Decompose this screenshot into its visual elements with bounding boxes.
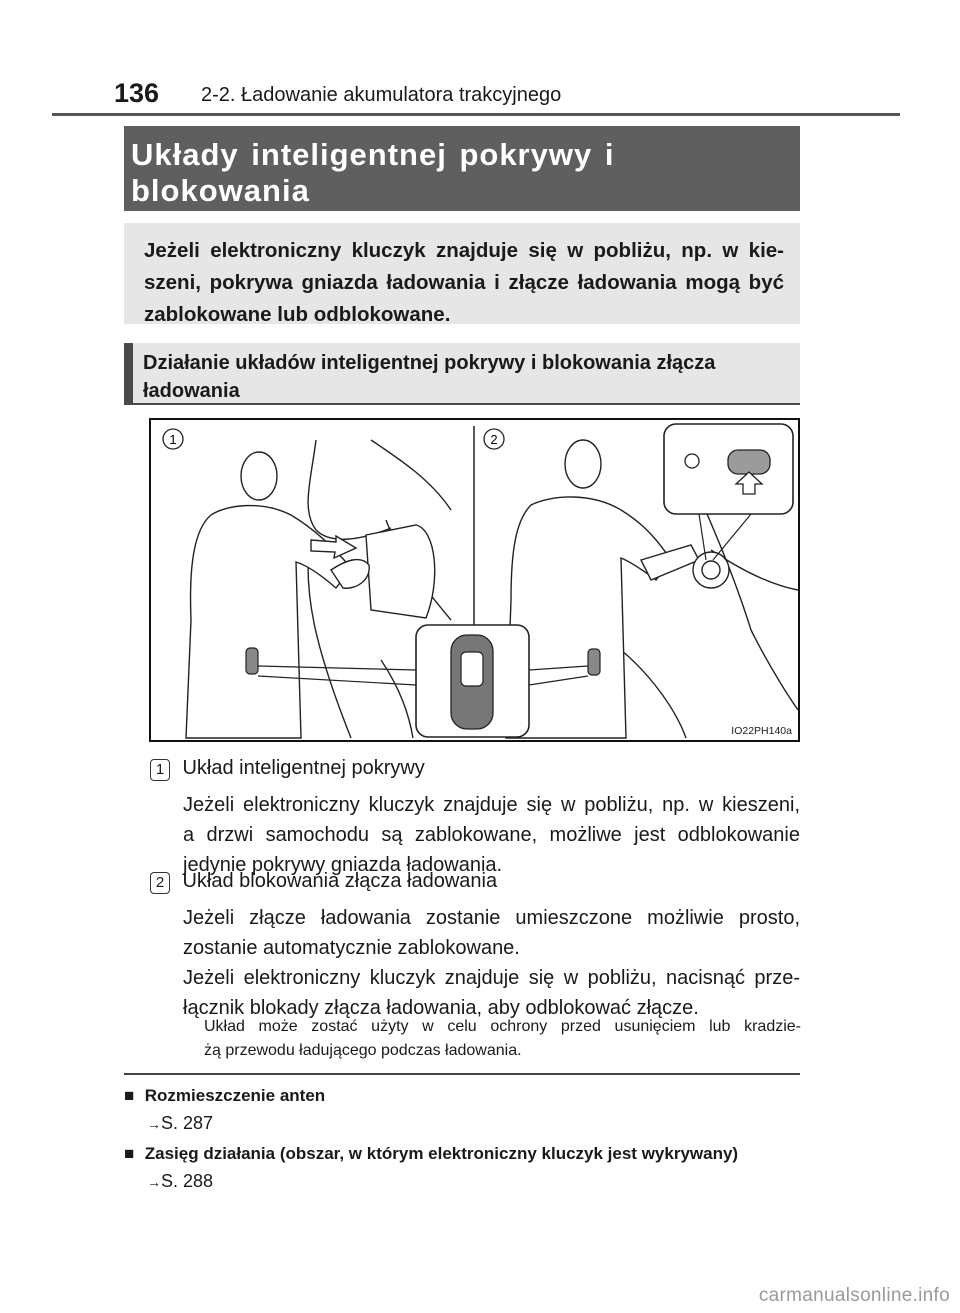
item-2-body-line3: Jeżeli elektroniczny kluczyk znajduje się w pobliżu, nacisnąć prze- (183, 967, 800, 989)
badge-2 (484, 429, 504, 449)
item-2-note-line1: Układ może zostać użyty w celu ochrony przed usunięciem lub kradzie- (204, 1018, 801, 1035)
key-in-pocket-right-icon (588, 649, 600, 675)
item-2-body-line4: łącznik blokady złącza ładowania, aby odblokować złącze. (183, 997, 699, 1019)
item-2-body-line2: zostanie automatycznie zablokowane. (183, 937, 520, 959)
illustration (149, 418, 800, 742)
intro-line2: szeni, pokrywa gniazda ładowania i złącze ładowania mogą być (144, 271, 784, 294)
info-2-bullet-icon: ■ (124, 1144, 135, 1163)
inset-lock-switch (664, 424, 793, 560)
info-1-arrow-icon: → (147, 1116, 161, 1132)
page-title-line1: Układy inteligentnej pokrywy i blokowania (131, 137, 615, 208)
info-1-ref (147, 1113, 213, 1134)
item-2-body (183, 903, 800, 1023)
page-number: 136 (114, 78, 160, 108)
key-in-pocket-left-icon (246, 648, 258, 674)
item-1-body (183, 790, 800, 880)
subheading-line1: Działanie układów inteligentnej pokrywy i blokowania złącza (143, 352, 716, 374)
info-2-page-link[interactable]: S. 288 (161, 1171, 214, 1191)
item-2-body-line1: Jeżeli złącze ładowania zostanie umieszczone możliwie prosto, (183, 907, 800, 929)
intro-box (124, 223, 800, 324)
svg-text:1: 1 (169, 432, 177, 447)
info-1-heading (124, 1086, 325, 1106)
section-header: 2-2. Ładowanie akumulatora trakcyjnego (201, 84, 562, 106)
page-title (124, 126, 800, 211)
item-2-note (204, 1015, 801, 1063)
info-2-title: Zasięg działania (obszar, w którym elektroniczny kluczyk jest wykrywany) (144, 1144, 739, 1163)
intro-line3: zablokowane lub odblokowane. (144, 303, 451, 326)
intro-line1: Jeżeli elektroniczny kluczyk znajduje się w pobliżu, np. w kie- (144, 239, 784, 262)
info-2-heading (124, 1144, 738, 1164)
item-2-number: 2 (150, 872, 170, 894)
info-1-page-link[interactable]: S. 287 (161, 1113, 214, 1133)
item-1-body-line2: a drzwi samochodu są zablokowane, możliwe jest odblokowanie (183, 824, 800, 846)
item-1-number: 1 (150, 759, 170, 781)
figure-code: IO22PH140a (731, 725, 792, 737)
item-1-heading (150, 757, 425, 781)
info-1-bullet-icon: ■ (124, 1086, 135, 1105)
item-2-note-line2: żą przewodu ładującego podczas ładowania. (204, 1042, 522, 1059)
person-right (506, 440, 671, 738)
subheading-line2: ładowania (143, 380, 240, 402)
subheading (124, 343, 800, 405)
svg-text:2: 2 (490, 432, 498, 447)
item-1-title: Układ inteligentnej pokrywy (182, 757, 425, 779)
illustration-drawing (151, 420, 798, 740)
item-2-heading (150, 870, 497, 894)
info-1-title: Rozmieszczenie anten (144, 1086, 326, 1105)
charge-lid-icon (366, 525, 435, 618)
section-divider (124, 1073, 800, 1075)
badge-1 (163, 429, 183, 449)
person-left (186, 452, 369, 738)
info-2-arrow-icon: → (147, 1174, 161, 1190)
item-2-title: Układ blokowania złącza ładowania (182, 870, 498, 892)
item-1-body-line1: Jeżeli elektroniczny kluczyk znajduje się w pobliżu, np. w kieszeni, (183, 794, 800, 816)
info-2-ref (147, 1171, 213, 1192)
item-1-body-line3: jedynie pokrywy gniazda ładowania. (183, 854, 503, 876)
watermark: carmanualsonline.info (758, 1285, 950, 1306)
header-rule (52, 113, 900, 116)
